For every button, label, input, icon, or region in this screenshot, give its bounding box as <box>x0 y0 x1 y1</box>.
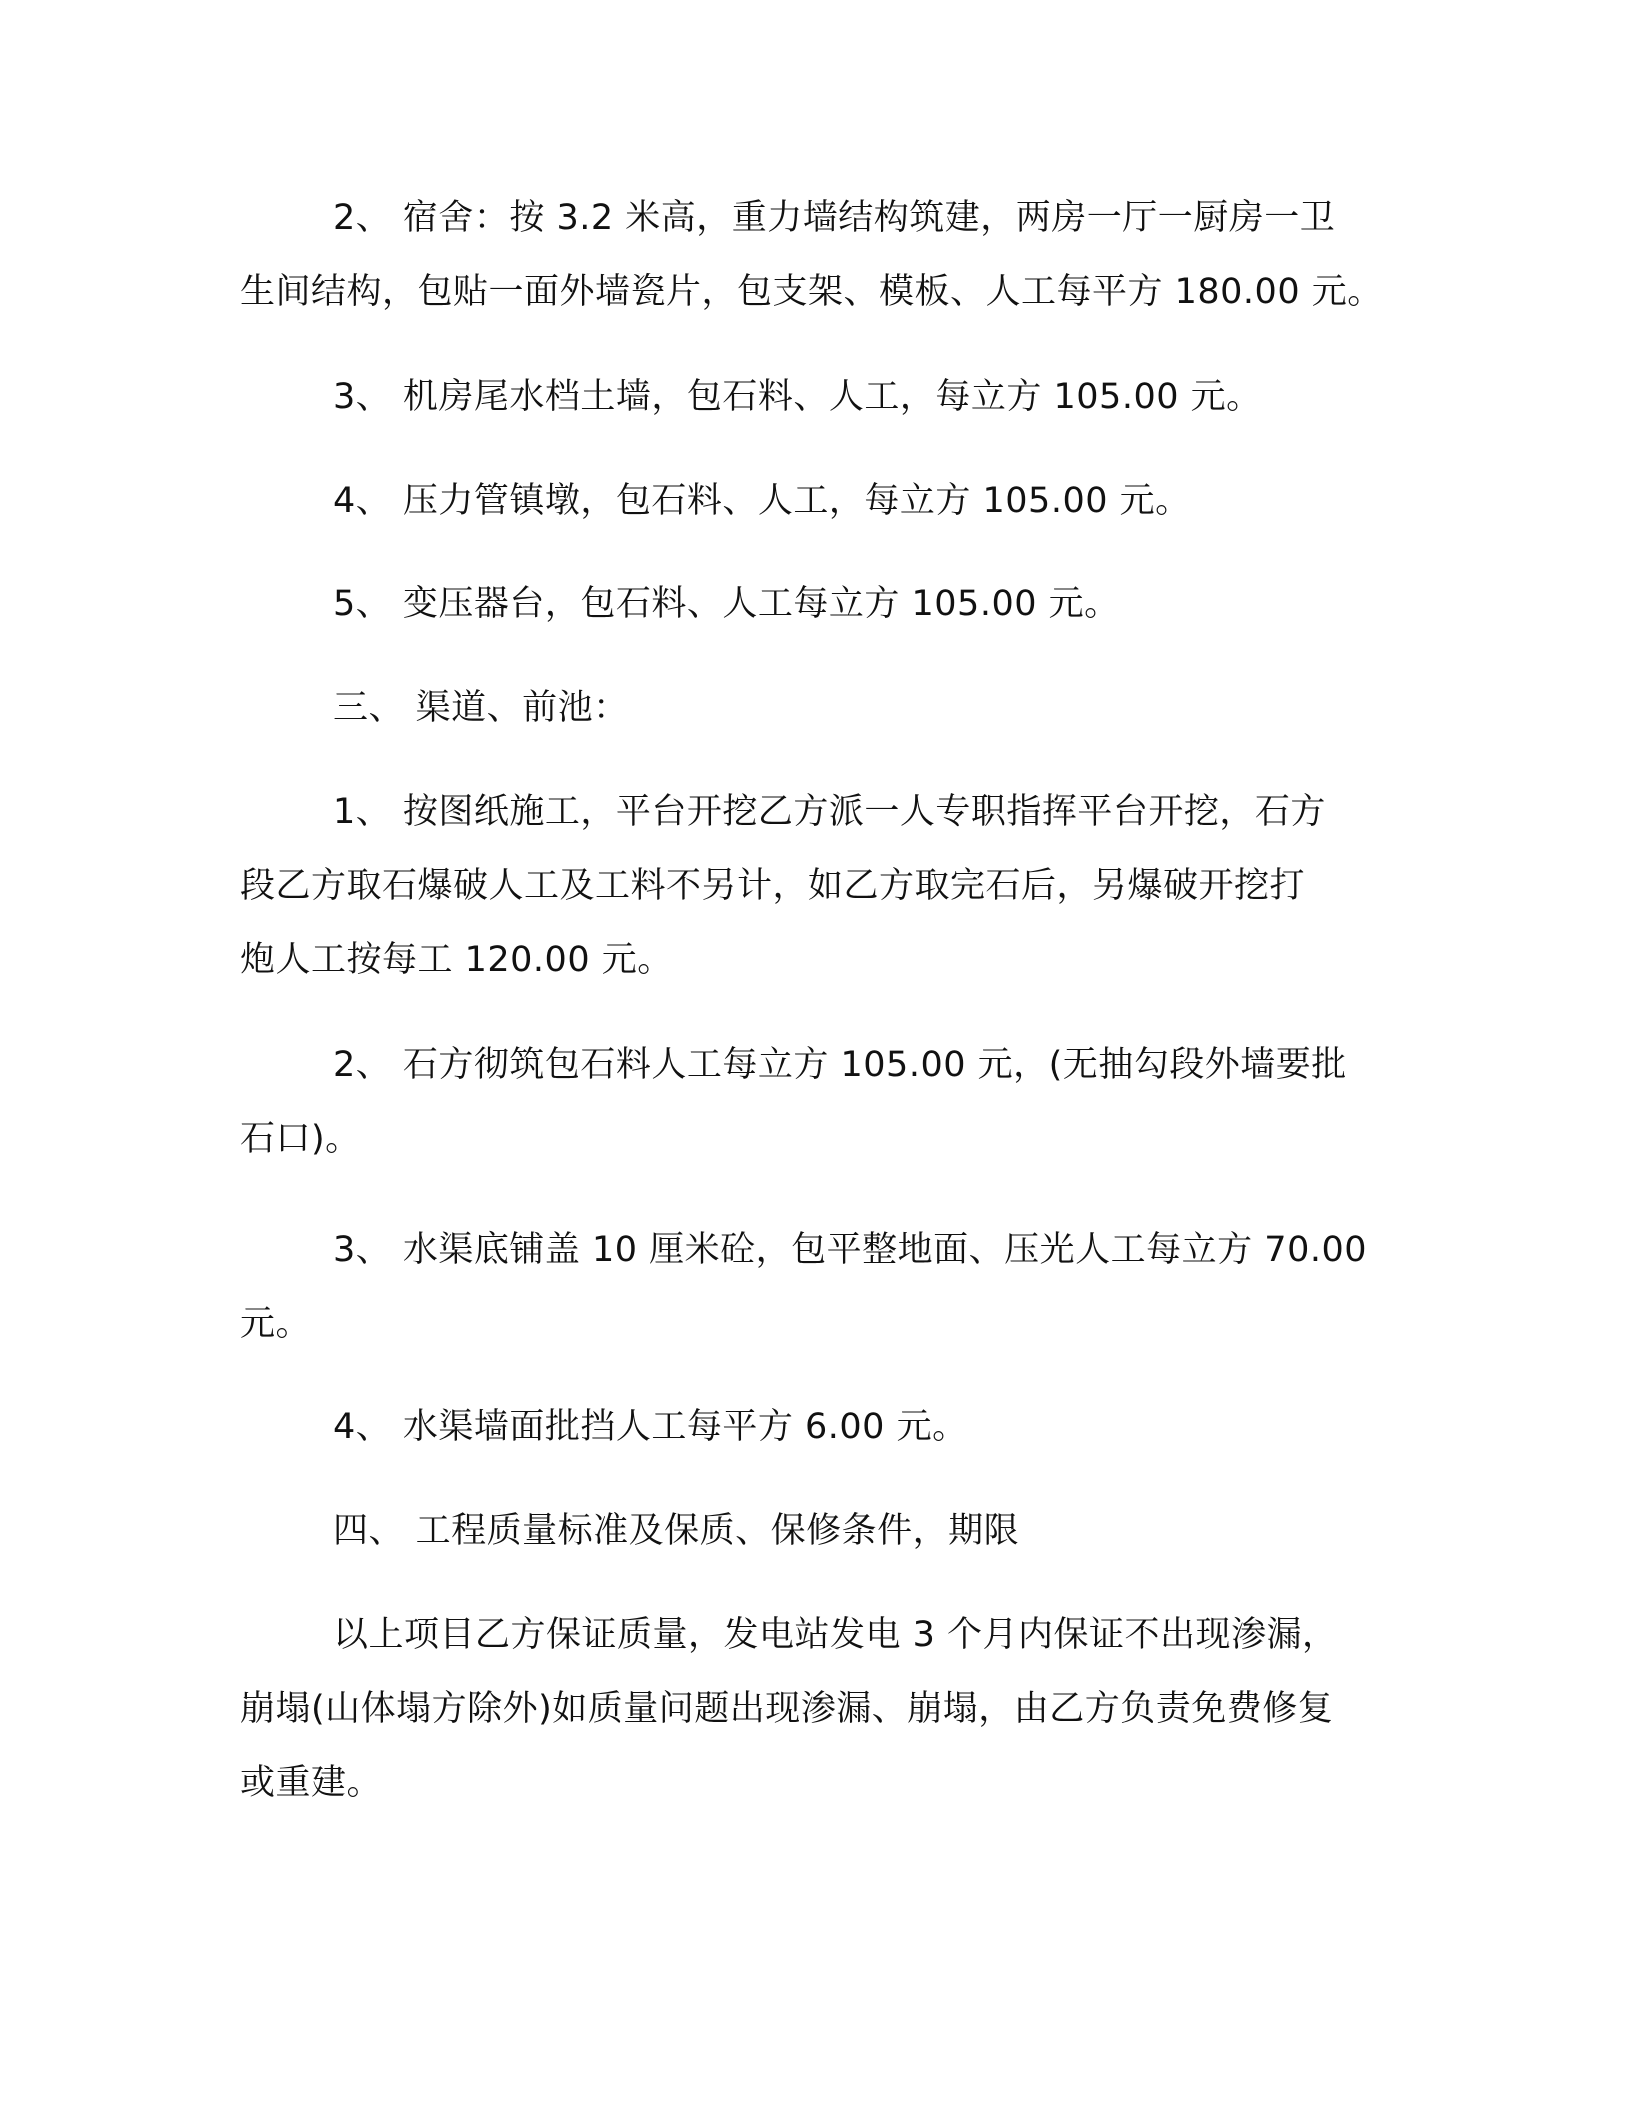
para-channel-bed-line-1: 3、 水渠底铺盖 10 厘米砼，包平整地面、压光人工每立方 70.00 <box>333 1230 1368 1270</box>
para-retaining-wall: 3、 机房尾水档土墙，包石料、人工，每立方 105.00 元。 <box>333 377 1262 417</box>
para-excavation-line-3: 炮人工按每工 120.00 元。 <box>240 940 673 980</box>
section-heading-channel: 三、 渠道、前池： <box>333 688 629 728</box>
para-dormitory-line-1: 2、 宿舍：按 3.2 米高，重力墙结构筑建，两房一厅一厨房一卫 <box>333 198 1336 238</box>
para-masonry-line-2: 石口)。 <box>240 1119 361 1159</box>
para-wall-plaster: 4、 水渠墙面批挡人工每平方 6.00 元。 <box>333 1407 968 1447</box>
para-quality-line-1: 以上项目乙方保证质量，发电站发电 3 个月内保证不出现渗漏， <box>333 1615 1338 1655</box>
para-quality-line-2: 崩塌(山体塌方除外)如质量问题出现渗漏、崩塌，由乙方负责免费修复 <box>240 1689 1334 1729</box>
para-channel-bed-line-2: 元。 <box>240 1304 312 1344</box>
para-quality-line-3: 或重建。 <box>240 1763 383 1803</box>
section-heading-quality: 四、 工程质量标准及保质、保修条件，期限 <box>333 1511 1020 1551</box>
para-pipe-anchor: 4、 压力管镇墩，包石料、人工，每立方 105.00 元。 <box>333 481 1191 521</box>
para-dormitory-line-2: 生间结构，包贴一面外墙瓷片，包支架、模板、人工每平方 180.00 元。 <box>240 272 1383 312</box>
para-excavation-line-1: 1、 按图纸施工，平台开挖乙方派一人专职指挥平台开挖，石方 <box>333 792 1326 832</box>
para-masonry-line-1: 2、 石方彻筑包石料人工每立方 105.00 元，(无抽勾段外墙要批 <box>333 1045 1347 1085</box>
para-transformer-platform: 5、 变压器台，包石料、人工每立方 105.00 元。 <box>333 584 1120 624</box>
para-excavation-line-2: 段乙方取石爆破人工及工料不另计，如乙方取完石后，另爆破开挖打 <box>240 866 1306 906</box>
